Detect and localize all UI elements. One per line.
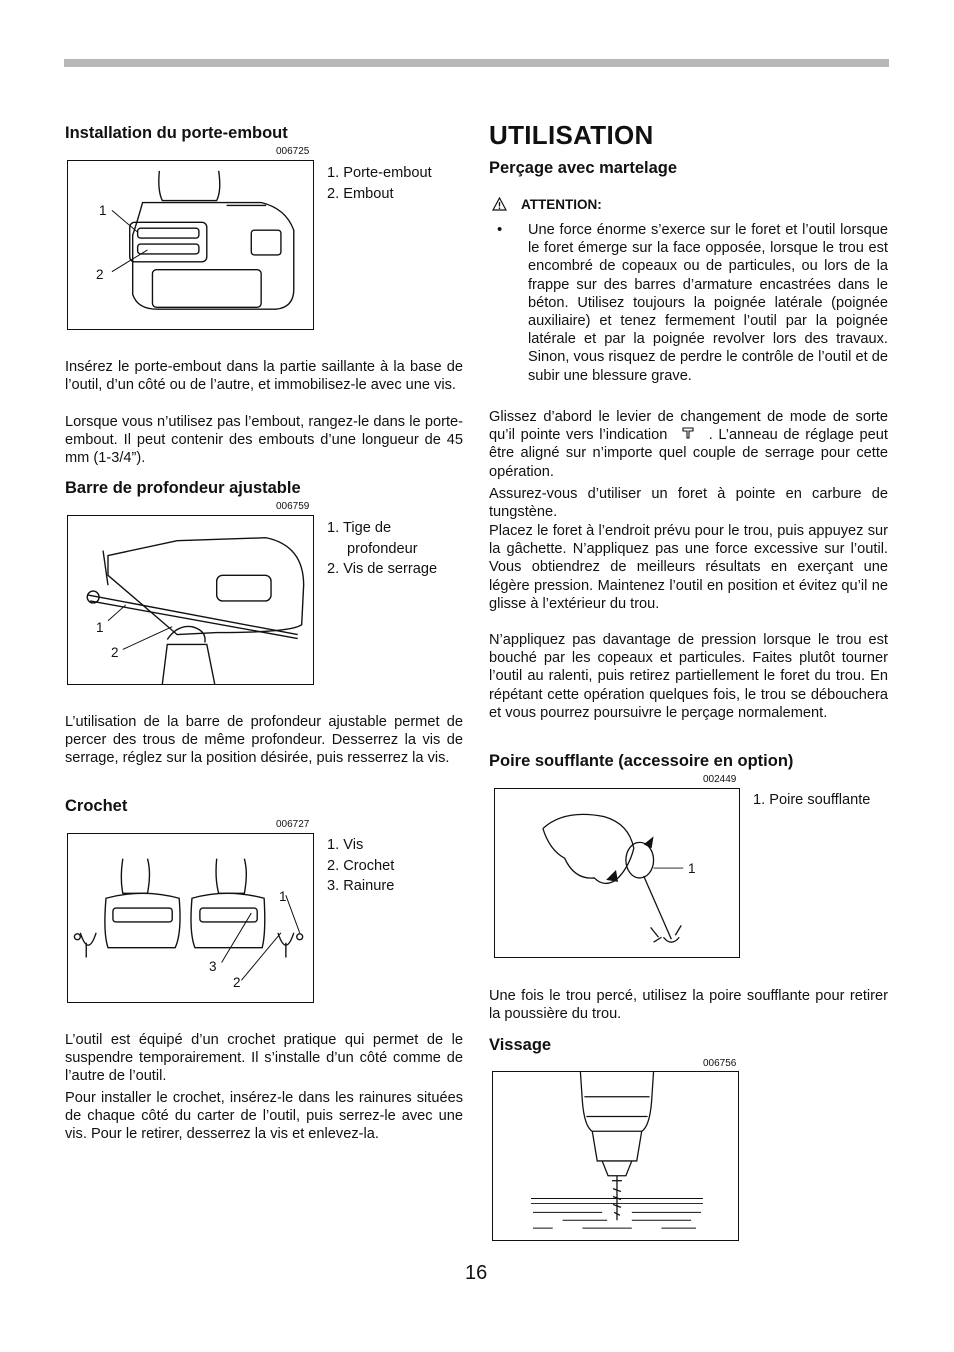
legend-item: 1. Vis xyxy=(327,837,364,853)
warning-icon xyxy=(492,197,507,211)
heading-depth-rod: Barre de profondeur ajustable xyxy=(65,479,301,497)
para-hammer-1b: . L’anneau de réglage peut être aligné sur n’importe quel couple de serrage pour cette opération. xyxy=(489,427,888,480)
figure-code: 006756 xyxy=(703,1058,737,1069)
attention-bullet: Une force énorme s’exerce sur le foret et l’outil lorsque le foret émerge sur la face opposée, lorsque le trou est encombré de copeaux ou de particules, ou lors de la frappe sur des barres d’armature encastrées dans le béton. Utilisez toujours la poignée latérale (poignée auxiliaire) et tenez fermement l’outil par la poignée latérale et par la poignée revolver lors des travaux. Sinon, vous risquez de perdre le contrôle de l’outil et de subir une blessure grave. xyxy=(528,222,888,384)
page-number: 16 xyxy=(465,1262,488,1284)
legend-item: 1. Tige de xyxy=(327,520,392,536)
legend-item: 1. Poire soufflante xyxy=(753,792,871,808)
legend-item: 2. Embout xyxy=(327,185,394,202)
legend-item: 2. Crochet xyxy=(327,857,395,874)
para-install-2: Lorsque vous n’utilisez pas l’embout, rangez-le dans le porte-embout. Il peut contenir des embouts d’une longueur de 45 mm (1-3/4”). xyxy=(65,414,463,467)
attention-label xyxy=(492,197,602,212)
figure-hook xyxy=(67,833,314,1003)
section-title: UTILISATION xyxy=(489,120,654,150)
figure-code: 002449 xyxy=(703,774,737,785)
callout-2: 2 xyxy=(96,267,104,282)
heading-blower: Poire soufflante (accessoire en option) xyxy=(489,752,794,770)
legend-item: 3. Rainure xyxy=(327,878,395,894)
para-hook-2: Pour installer le crochet, insérez-le dans les rainures situées de chaque côté du carter de l’outil, puis serrez-le avec une vis. Pour le retirer, desserrez la vis et enlevez-la. xyxy=(65,1090,463,1143)
legend-blower xyxy=(753,790,870,811)
blower-illustration xyxy=(495,789,739,957)
figure-screwing xyxy=(492,1071,739,1241)
figure-code: 006759 xyxy=(276,501,310,512)
para-hammer-1a: Glissez d’abord le levier de changement de mode de sorte qu’il pointe vers l’indication xyxy=(489,409,888,444)
figure-blower xyxy=(494,788,740,958)
para-hammer-1 xyxy=(489,408,888,481)
screwing-illustration xyxy=(493,1072,738,1240)
figure-code: 006725 xyxy=(276,146,310,157)
callout-1: 1 xyxy=(99,203,107,218)
callout-3: 3 xyxy=(209,959,217,974)
para-depth: L’utilisation de la barre de profondeur ajustable permet de percer des trous de même profondeur. Desserrez la vis de serrage, réglez sur la position désirée, puis resserrez la vis. xyxy=(65,714,463,767)
heading-installation: Installation du porte-embout xyxy=(65,124,288,142)
callout-1: 1 xyxy=(96,620,104,635)
legend-hook xyxy=(327,835,394,897)
para-hook-1: L’outil est équipé d’un crochet pratique qui permet de le suspendre temporairement. Il s’installe d’un côté comme de l’autre de l’outil. xyxy=(65,1032,463,1085)
callout-2: 2 xyxy=(111,645,119,660)
bit-holder-illustration xyxy=(68,161,313,329)
figure-depth-rod xyxy=(67,515,314,685)
para-hammer-3: Placez le foret à l’endroit prévu pour le trou, puis appuyez sur la gâchette. N’appliquez pas une force excessive sur l’outil. Vous obtiendrez de meilleurs résultats en exerçant une légère pression. Maintenez l’outil en position et évitez qu’il ne glisse à l’extérieur du trou. xyxy=(489,523,888,612)
figure-bit-holder xyxy=(67,160,314,330)
callout-2: 2 xyxy=(233,975,241,990)
legend-install xyxy=(327,163,432,204)
para-blower: Une fois le trou percé, utilisez la poire soufflante pour retirer la poussière du trou. xyxy=(489,988,888,1023)
top-rule xyxy=(64,59,889,67)
para-hammer-2: Assurez-vous d’utiliser un foret à pointe en carbure de tungstène. xyxy=(489,486,888,521)
heading-screwing: Vissage xyxy=(489,1036,552,1054)
para-hammer-4: N’appliquez pas davantage de pression lorsque le trou est bouché par les copeaux et particules. Faites plutôt tourner l’outil au ralenti, puis retirez partiellement le foret du trou. En répétant cette opération quelques fois, le trou se débouchera et vous pourrez poursuivre le perçage normalement. xyxy=(489,632,888,721)
legend-depth xyxy=(327,518,437,580)
hammer-mode-icon xyxy=(673,426,703,440)
para-install-1: Insérez le porte-embout dans la partie saillante à la base de l’outil, d’un côté ou de l’autre, et immobilisez-le avec une vis. xyxy=(65,359,463,394)
bullet-dot: • xyxy=(497,221,503,238)
attention-text: ATTENTION: xyxy=(521,197,602,212)
callout-1: 1 xyxy=(279,889,287,904)
depth-rod-illustration xyxy=(68,516,313,684)
heading-hammer-drilling: Perçage avec martelage xyxy=(489,159,678,177)
hook-illustration xyxy=(68,834,313,1002)
legend-item: 2. Vis de serrage xyxy=(327,561,438,577)
legend-item: 1. Porte-embout xyxy=(327,165,432,181)
legend-item: profondeur xyxy=(347,540,418,557)
callout-1: 1 xyxy=(688,861,696,876)
figure-code: 006727 xyxy=(276,819,310,830)
heading-hook: Crochet xyxy=(65,797,128,815)
